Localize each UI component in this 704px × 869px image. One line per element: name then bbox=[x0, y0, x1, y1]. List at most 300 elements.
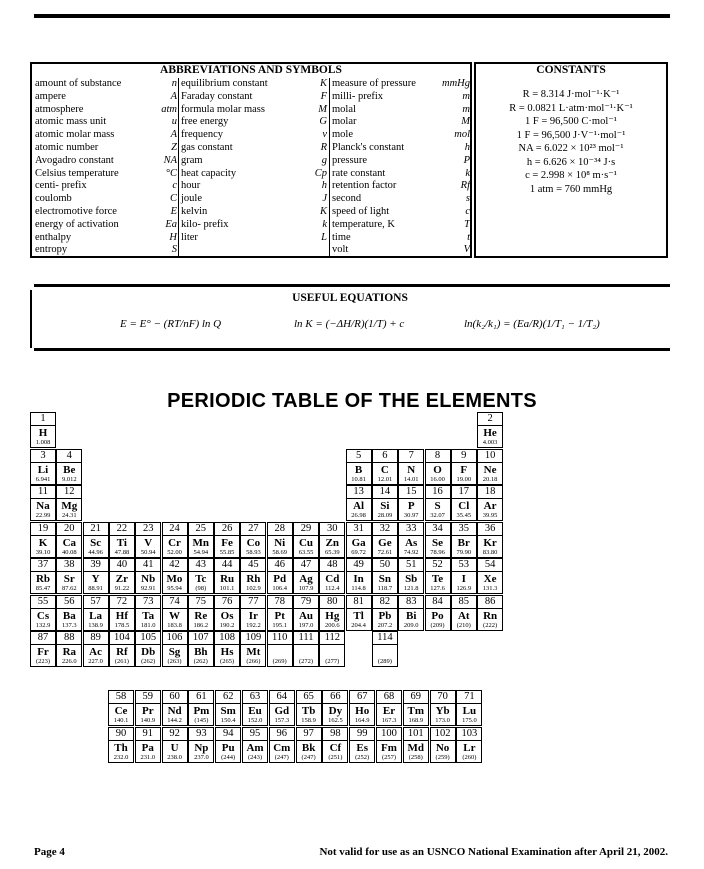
element-cell bbox=[188, 522, 214, 558]
element-cell bbox=[372, 558, 398, 594]
atomic-number: 41 bbox=[136, 559, 160, 572]
abbreviations-title: ABBREVIATIONS AND SYMBOLS bbox=[160, 64, 342, 76]
atomic-number: 107 bbox=[189, 632, 213, 645]
element-symbol: Np bbox=[194, 742, 209, 754]
element-cell bbox=[319, 558, 345, 594]
element-cell bbox=[56, 522, 82, 558]
atomic-number: 40 bbox=[110, 559, 134, 572]
constants-box bbox=[474, 62, 668, 258]
atomic-number: 61 bbox=[189, 691, 213, 704]
element-symbol: Si bbox=[380, 500, 390, 512]
atomic-number: 47 bbox=[294, 559, 318, 572]
atomic-mass: 181.0 bbox=[140, 621, 156, 629]
element-cell bbox=[269, 690, 295, 726]
element-cell bbox=[240, 595, 266, 631]
atomic-mass: 195.1 bbox=[272, 621, 287, 629]
atomic-mass: 74.92 bbox=[403, 548, 419, 556]
element-symbol: Tl bbox=[353, 609, 364, 622]
atomic-mass: 83.80 bbox=[482, 548, 498, 556]
atomic-mass: 44.96 bbox=[88, 548, 103, 556]
abbreviation-symbol: m bbox=[462, 90, 470, 102]
element-cell bbox=[477, 595, 503, 631]
abbreviation-symbol: R bbox=[320, 141, 327, 153]
atomic-mass: 30.97 bbox=[403, 512, 419, 519]
atomic-mass: 88.91 bbox=[88, 585, 103, 592]
element-cell bbox=[83, 558, 109, 594]
element-symbol: He bbox=[483, 427, 497, 439]
atomic-mass: 39.95 bbox=[482, 512, 498, 519]
element-cell bbox=[56, 595, 82, 631]
abbreviation-term: pressure bbox=[332, 154, 367, 166]
vant-hoff-equation: ln K = (−ΔH/R)(1/T) + c bbox=[294, 318, 405, 330]
element-symbol: Er bbox=[382, 705, 396, 717]
atomic-number: 24 bbox=[163, 523, 187, 536]
abbreviation-row bbox=[332, 180, 470, 193]
element-symbol: Kr bbox=[483, 536, 497, 549]
element-cell bbox=[83, 595, 109, 631]
element-symbol: Hs bbox=[220, 646, 234, 658]
atomic-number: 43 bbox=[189, 559, 213, 572]
atomic-number: 79 bbox=[294, 596, 318, 609]
element-cell bbox=[346, 485, 372, 521]
atomic-number: 78 bbox=[268, 596, 292, 609]
abbreviations-column-2 bbox=[181, 78, 327, 244]
element-cell bbox=[477, 485, 503, 521]
atomic-mass: 79.90 bbox=[456, 548, 472, 556]
element-cell bbox=[477, 522, 503, 558]
atomic-number: 56 bbox=[57, 596, 81, 609]
abbreviation-row bbox=[35, 232, 177, 245]
atomic-mass: (98) bbox=[195, 585, 207, 592]
element-cell bbox=[30, 522, 56, 558]
element-symbol: Hg bbox=[325, 609, 340, 622]
element-symbol: Ar bbox=[483, 500, 497, 512]
atomic-mass: 65.39 bbox=[324, 548, 340, 556]
element-symbol: Lr bbox=[463, 742, 476, 754]
atomic-number: 74 bbox=[163, 596, 187, 609]
element-cell bbox=[240, 631, 266, 667]
arrhenius-equation: ln(k₂/k₁) = (Ea/R)(1/T₁ − 1/T₂) bbox=[464, 318, 600, 330]
element-symbol: Mn bbox=[192, 536, 210, 549]
abbreviation-term: centi- prefix bbox=[35, 180, 87, 192]
atomic-number: 30 bbox=[320, 523, 344, 536]
element-symbol: Bi bbox=[405, 609, 417, 622]
element-symbol: At bbox=[457, 609, 470, 622]
atomic-number: 87 bbox=[31, 632, 55, 645]
abbreviation-row bbox=[332, 78, 470, 91]
atomic-number: 75 bbox=[189, 596, 213, 609]
element-cell bbox=[346, 522, 372, 558]
element-cell bbox=[372, 485, 398, 521]
abbreviation-row bbox=[181, 116, 327, 129]
element-symbol: Fe bbox=[221, 536, 233, 549]
element-cell bbox=[83, 631, 109, 667]
element-cell bbox=[376, 727, 402, 763]
element-cell bbox=[162, 558, 188, 594]
element-symbol: Rb bbox=[35, 573, 51, 585]
element-symbol: Y bbox=[91, 573, 100, 585]
constant-item: 1 F = 96,500 J·V⁻¹·mol⁻¹ bbox=[516, 129, 626, 141]
atomic-mass: 50.94 bbox=[140, 548, 156, 556]
atomic-mass: 9.012 bbox=[61, 475, 77, 483]
atomic-number: 6 bbox=[373, 450, 397, 463]
atomic-number: 50 bbox=[373, 559, 397, 572]
element-symbol: Ni bbox=[274, 536, 286, 549]
atomic-number: 104 bbox=[110, 632, 134, 645]
element-symbol: Ne bbox=[483, 463, 497, 476]
abbreviation-row bbox=[35, 78, 177, 91]
atomic-number: 1 bbox=[31, 413, 55, 426]
atomic-mass: (263) bbox=[167, 658, 182, 665]
atomic-mass: 137.3 bbox=[61, 621, 77, 629]
atomic-mass: 95.94 bbox=[167, 585, 182, 592]
element-cell bbox=[269, 727, 295, 763]
element-cell bbox=[398, 595, 424, 631]
atomic-mass: 152.0 bbox=[247, 717, 263, 724]
abbreviation-term: electromotive force bbox=[35, 205, 117, 217]
element-symbol: Sm bbox=[220, 705, 236, 717]
atomic-number: 102 bbox=[431, 728, 455, 741]
atomic-number: 71 bbox=[457, 691, 481, 704]
atomic-number: 58 bbox=[109, 691, 133, 704]
atomic-number: 81 bbox=[347, 596, 371, 609]
atomic-number: 84 bbox=[426, 596, 450, 609]
atomic-number: 10 bbox=[478, 450, 502, 463]
atomic-mass: 14.01 bbox=[403, 475, 419, 483]
atomic-number: 111 bbox=[294, 632, 318, 645]
abbreviation-symbol: mmHg bbox=[442, 78, 470, 89]
element-cell bbox=[56, 485, 82, 521]
abbreviation-symbol: E bbox=[170, 205, 177, 217]
abbreviation-symbol: NA bbox=[163, 154, 177, 166]
atomic-number: 11 bbox=[31, 486, 55, 499]
element-symbol: Hf bbox=[115, 609, 128, 622]
element-symbol: Pt bbox=[274, 609, 285, 622]
element-symbol: Lu bbox=[462, 705, 477, 717]
atomic-mass: 47.88 bbox=[114, 548, 130, 556]
atomic-mass: 158.9 bbox=[301, 717, 316, 724]
element-cell bbox=[109, 522, 135, 558]
element-symbol: Pr bbox=[141, 705, 154, 717]
element-cell bbox=[451, 595, 477, 631]
atomic-mass: 192.2 bbox=[246, 621, 261, 629]
column-divider bbox=[329, 78, 330, 256]
atomic-number: 69 bbox=[404, 691, 428, 704]
element-cell bbox=[372, 631, 398, 667]
element-cell bbox=[403, 727, 429, 763]
atomic-mass: (277) bbox=[325, 658, 340, 665]
abbreviation-row bbox=[332, 142, 470, 155]
atomic-number: 8 bbox=[426, 450, 450, 463]
atomic-mass: (247) bbox=[274, 754, 289, 761]
atomic-mass: 54.94 bbox=[193, 548, 209, 556]
element-cell bbox=[267, 522, 293, 558]
atomic-number: 73 bbox=[136, 596, 160, 609]
element-cell bbox=[456, 727, 482, 763]
abbreviation-row bbox=[332, 219, 470, 232]
abbreviation-symbol: J bbox=[322, 193, 327, 205]
element-symbol bbox=[373, 646, 397, 658]
abbreviation-row bbox=[181, 142, 327, 155]
atomic-mass: 39.10 bbox=[35, 548, 51, 556]
atomic-number: 100 bbox=[377, 728, 401, 741]
abbreviation-term: free energy bbox=[181, 116, 229, 128]
atomic-mass: 204.4 bbox=[351, 621, 366, 629]
abbreviation-symbol: T bbox=[464, 218, 470, 230]
element-symbol: Bk bbox=[301, 742, 316, 754]
constant-item: 1 atm = 760 mmHg bbox=[529, 183, 613, 195]
atomic-number: 68 bbox=[377, 691, 401, 704]
element-cell bbox=[425, 522, 451, 558]
atomic-number: 101 bbox=[404, 728, 428, 741]
atomic-mass: (260) bbox=[462, 754, 477, 761]
element-cell bbox=[162, 631, 188, 667]
column-divider bbox=[178, 78, 179, 256]
element-cell bbox=[108, 690, 134, 726]
atomic-number: 15 bbox=[399, 486, 423, 499]
atomic-number: 2 bbox=[478, 413, 502, 426]
atomic-mass: 207.2 bbox=[377, 621, 393, 629]
element-cell bbox=[188, 690, 214, 726]
atomic-mass: (269) bbox=[272, 658, 287, 665]
element-symbol: Gd bbox=[274, 705, 290, 717]
element-symbol: Cu bbox=[298, 536, 314, 549]
element-symbol: Be bbox=[63, 463, 76, 476]
atomic-number: 82 bbox=[373, 596, 397, 609]
atomic-number: 34 bbox=[426, 523, 450, 536]
atomic-number: 17 bbox=[452, 486, 476, 499]
element-cell bbox=[293, 558, 319, 594]
element-symbol: I bbox=[461, 573, 466, 585]
atomic-mass: (265) bbox=[220, 658, 235, 665]
atomic-mass: 167.3 bbox=[381, 717, 397, 724]
abbreviation-row bbox=[332, 244, 470, 257]
element-cell bbox=[240, 522, 266, 558]
element-cell bbox=[240, 558, 266, 594]
element-cell bbox=[477, 449, 503, 485]
element-symbol bbox=[320, 646, 344, 658]
atomic-number: 25 bbox=[189, 523, 213, 536]
atomic-mass: 168.9 bbox=[408, 717, 424, 724]
abbreviation-row bbox=[181, 155, 327, 168]
atomic-mass: (272) bbox=[298, 658, 314, 665]
atomic-number: 67 bbox=[350, 691, 374, 704]
atomic-mass: (262) bbox=[193, 658, 208, 665]
element-cell bbox=[135, 727, 161, 763]
atomic-mass: 175.0 bbox=[462, 717, 477, 724]
element-cell bbox=[83, 522, 109, 558]
atomic-mass: 4.003 bbox=[482, 439, 498, 446]
element-symbol: Sg bbox=[168, 646, 181, 658]
atomic-number: 91 bbox=[136, 728, 160, 741]
element-cell bbox=[319, 595, 345, 631]
element-symbol: Ca bbox=[62, 536, 77, 549]
equations-title: USEFUL EQUATIONS bbox=[292, 292, 408, 304]
element-cell bbox=[293, 631, 319, 667]
atomic-number: 88 bbox=[57, 632, 81, 645]
atomic-number: 89 bbox=[84, 632, 108, 645]
element-cell bbox=[135, 558, 161, 594]
abbreviation-symbol: M bbox=[461, 116, 470, 128]
element-symbol: Fr bbox=[37, 646, 49, 658]
atomic-number: 98 bbox=[323, 728, 347, 741]
abbreviation-term: joule bbox=[181, 193, 202, 205]
equations-box bbox=[30, 290, 668, 348]
element-cell bbox=[425, 595, 451, 631]
atomic-number: 49 bbox=[347, 559, 371, 572]
element-symbol: Rh bbox=[246, 573, 261, 585]
atomic-mass: 144.2 bbox=[167, 717, 182, 724]
atomic-mass: 52.00 bbox=[167, 548, 182, 556]
atomic-mass: 114.8 bbox=[351, 585, 366, 592]
element-symbol: Te bbox=[431, 573, 444, 585]
element-cell bbox=[451, 522, 477, 558]
element-symbol: Rf bbox=[116, 646, 128, 658]
element-symbol: U bbox=[170, 742, 179, 754]
element-symbol: Pb bbox=[378, 609, 392, 622]
element-symbol: Ac bbox=[89, 646, 102, 658]
element-symbol: Sb bbox=[405, 573, 418, 585]
atomic-mass: 40.08 bbox=[61, 548, 77, 556]
element-cell bbox=[430, 727, 456, 763]
element-symbol: Ra bbox=[62, 646, 77, 658]
element-cell bbox=[214, 595, 240, 631]
constant-item: R = 0.0821 L·atm·mol⁻¹·K⁻¹ bbox=[509, 102, 633, 114]
element-cell bbox=[30, 485, 56, 521]
atomic-number: 95 bbox=[243, 728, 267, 741]
atomic-number: 86 bbox=[478, 596, 502, 609]
abbreviation-symbol: m bbox=[462, 103, 470, 115]
element-symbol: Au bbox=[298, 609, 314, 622]
atomic-number: 103 bbox=[457, 728, 481, 741]
element-cell bbox=[162, 595, 188, 631]
atomic-mass: 91.22 bbox=[114, 585, 130, 592]
element-symbol: Ce bbox=[114, 705, 128, 717]
abbreviation-row bbox=[35, 91, 177, 104]
element-symbol: Tb bbox=[301, 705, 316, 717]
element-cell bbox=[108, 727, 134, 763]
abbreviation-symbol: F bbox=[320, 90, 327, 102]
element-symbol bbox=[294, 646, 318, 658]
atomic-number: 60 bbox=[163, 691, 187, 704]
atomic-number: 59 bbox=[136, 691, 160, 704]
abbreviation-symbol: s bbox=[465, 193, 470, 205]
element-symbol: Cs bbox=[36, 609, 50, 622]
constant-item: c = 2.998 × 10⁸ m·s⁻¹ bbox=[525, 170, 617, 181]
atomic-mass: 87.62 bbox=[61, 585, 77, 592]
element-symbol: Tm bbox=[407, 705, 425, 717]
atomic-number: 52 bbox=[426, 559, 450, 572]
element-symbol: Sn bbox=[378, 573, 392, 585]
atomic-mass: 209.0 bbox=[403, 621, 419, 629]
element-cell bbox=[372, 449, 398, 485]
abbreviation-symbol: K bbox=[319, 78, 327, 89]
element-cell bbox=[346, 558, 372, 594]
atomic-mass: 58.93 bbox=[246, 548, 261, 556]
element-symbol: Pa bbox=[141, 742, 154, 754]
atomic-number: 105 bbox=[136, 632, 160, 645]
element-cell bbox=[451, 449, 477, 485]
abbreviation-term: time bbox=[332, 231, 351, 243]
abbreviation-row bbox=[332, 116, 470, 129]
atomic-mass: 157.3 bbox=[274, 717, 290, 724]
element-symbol: Nd bbox=[167, 705, 182, 717]
element-cell bbox=[477, 412, 503, 448]
atomic-mass: 232.0 bbox=[113, 754, 129, 761]
element-cell bbox=[162, 690, 188, 726]
element-cell bbox=[214, 631, 240, 667]
atomic-number: 4 bbox=[57, 450, 81, 463]
atomic-number: 112 bbox=[320, 632, 344, 645]
atomic-mass: (243) bbox=[247, 754, 263, 761]
atomic-number: 64 bbox=[270, 691, 294, 704]
atomic-mass: 19.00 bbox=[456, 475, 472, 483]
atomic-number: 110 bbox=[268, 632, 292, 645]
element-symbol: Tc bbox=[195, 573, 207, 585]
atomic-number: 37 bbox=[31, 559, 55, 572]
atomic-mass: 238.0 bbox=[167, 754, 182, 761]
atomic-mass: 121.8 bbox=[403, 585, 419, 592]
abbreviation-term: Faraday constant bbox=[181, 90, 253, 102]
element-cell bbox=[214, 522, 240, 558]
abbreviation-term: gas constant bbox=[181, 141, 233, 153]
atomic-mass: 92.91 bbox=[140, 585, 156, 592]
atomic-number: 26 bbox=[215, 523, 239, 536]
atomic-number: 93 bbox=[189, 728, 213, 741]
element-cell bbox=[425, 485, 451, 521]
abbreviation-term: kilo- prefix bbox=[181, 218, 229, 230]
element-cell bbox=[109, 558, 135, 594]
atomic-number: 35 bbox=[452, 523, 476, 536]
element-cell bbox=[451, 558, 477, 594]
element-cell bbox=[162, 522, 188, 558]
element-cell bbox=[346, 449, 372, 485]
abbreviation-term: ampere bbox=[35, 90, 66, 102]
abbreviation-row bbox=[35, 116, 177, 129]
atomic-mass: (258) bbox=[408, 754, 423, 761]
atomic-number: 23 bbox=[136, 523, 160, 536]
atomic-number: 53 bbox=[452, 559, 476, 572]
abbreviations-column-3 bbox=[332, 78, 470, 257]
element-symbol: O bbox=[433, 463, 442, 476]
abbreviation-symbol: G bbox=[319, 116, 327, 128]
constants-title: CONSTANTS bbox=[536, 64, 606, 76]
constant-item: 1 F = 96,500 C·mol⁻¹ bbox=[525, 116, 617, 127]
abbreviation-row bbox=[181, 219, 327, 232]
element-cell bbox=[376, 690, 402, 726]
atomic-number: 33 bbox=[399, 523, 423, 536]
element-cell bbox=[267, 631, 293, 667]
element-symbol: Br bbox=[457, 536, 470, 549]
element-cell bbox=[346, 595, 372, 631]
atomic-mass: 6.941 bbox=[35, 475, 51, 483]
atomic-mass: 164.9 bbox=[354, 717, 370, 724]
element-cell bbox=[214, 558, 240, 594]
abbreviation-symbol: mol bbox=[454, 129, 470, 141]
abbreviation-symbol: C bbox=[169, 193, 177, 205]
atomic-number: 12 bbox=[57, 486, 81, 499]
abbreviations-column-1 bbox=[35, 78, 177, 257]
atomic-number: 9 bbox=[452, 450, 476, 463]
atomic-number: 109 bbox=[241, 632, 265, 645]
element-cell bbox=[56, 449, 82, 485]
constant-item: NA = 6.022 × 10²³ mol⁻¹ bbox=[518, 143, 624, 154]
abbreviation-symbol: v bbox=[322, 129, 327, 141]
element-symbol: Se bbox=[432, 536, 443, 549]
element-symbol: Ta bbox=[142, 609, 155, 622]
element-symbol: Li bbox=[37, 463, 49, 476]
abbreviation-symbol: P bbox=[463, 154, 470, 166]
